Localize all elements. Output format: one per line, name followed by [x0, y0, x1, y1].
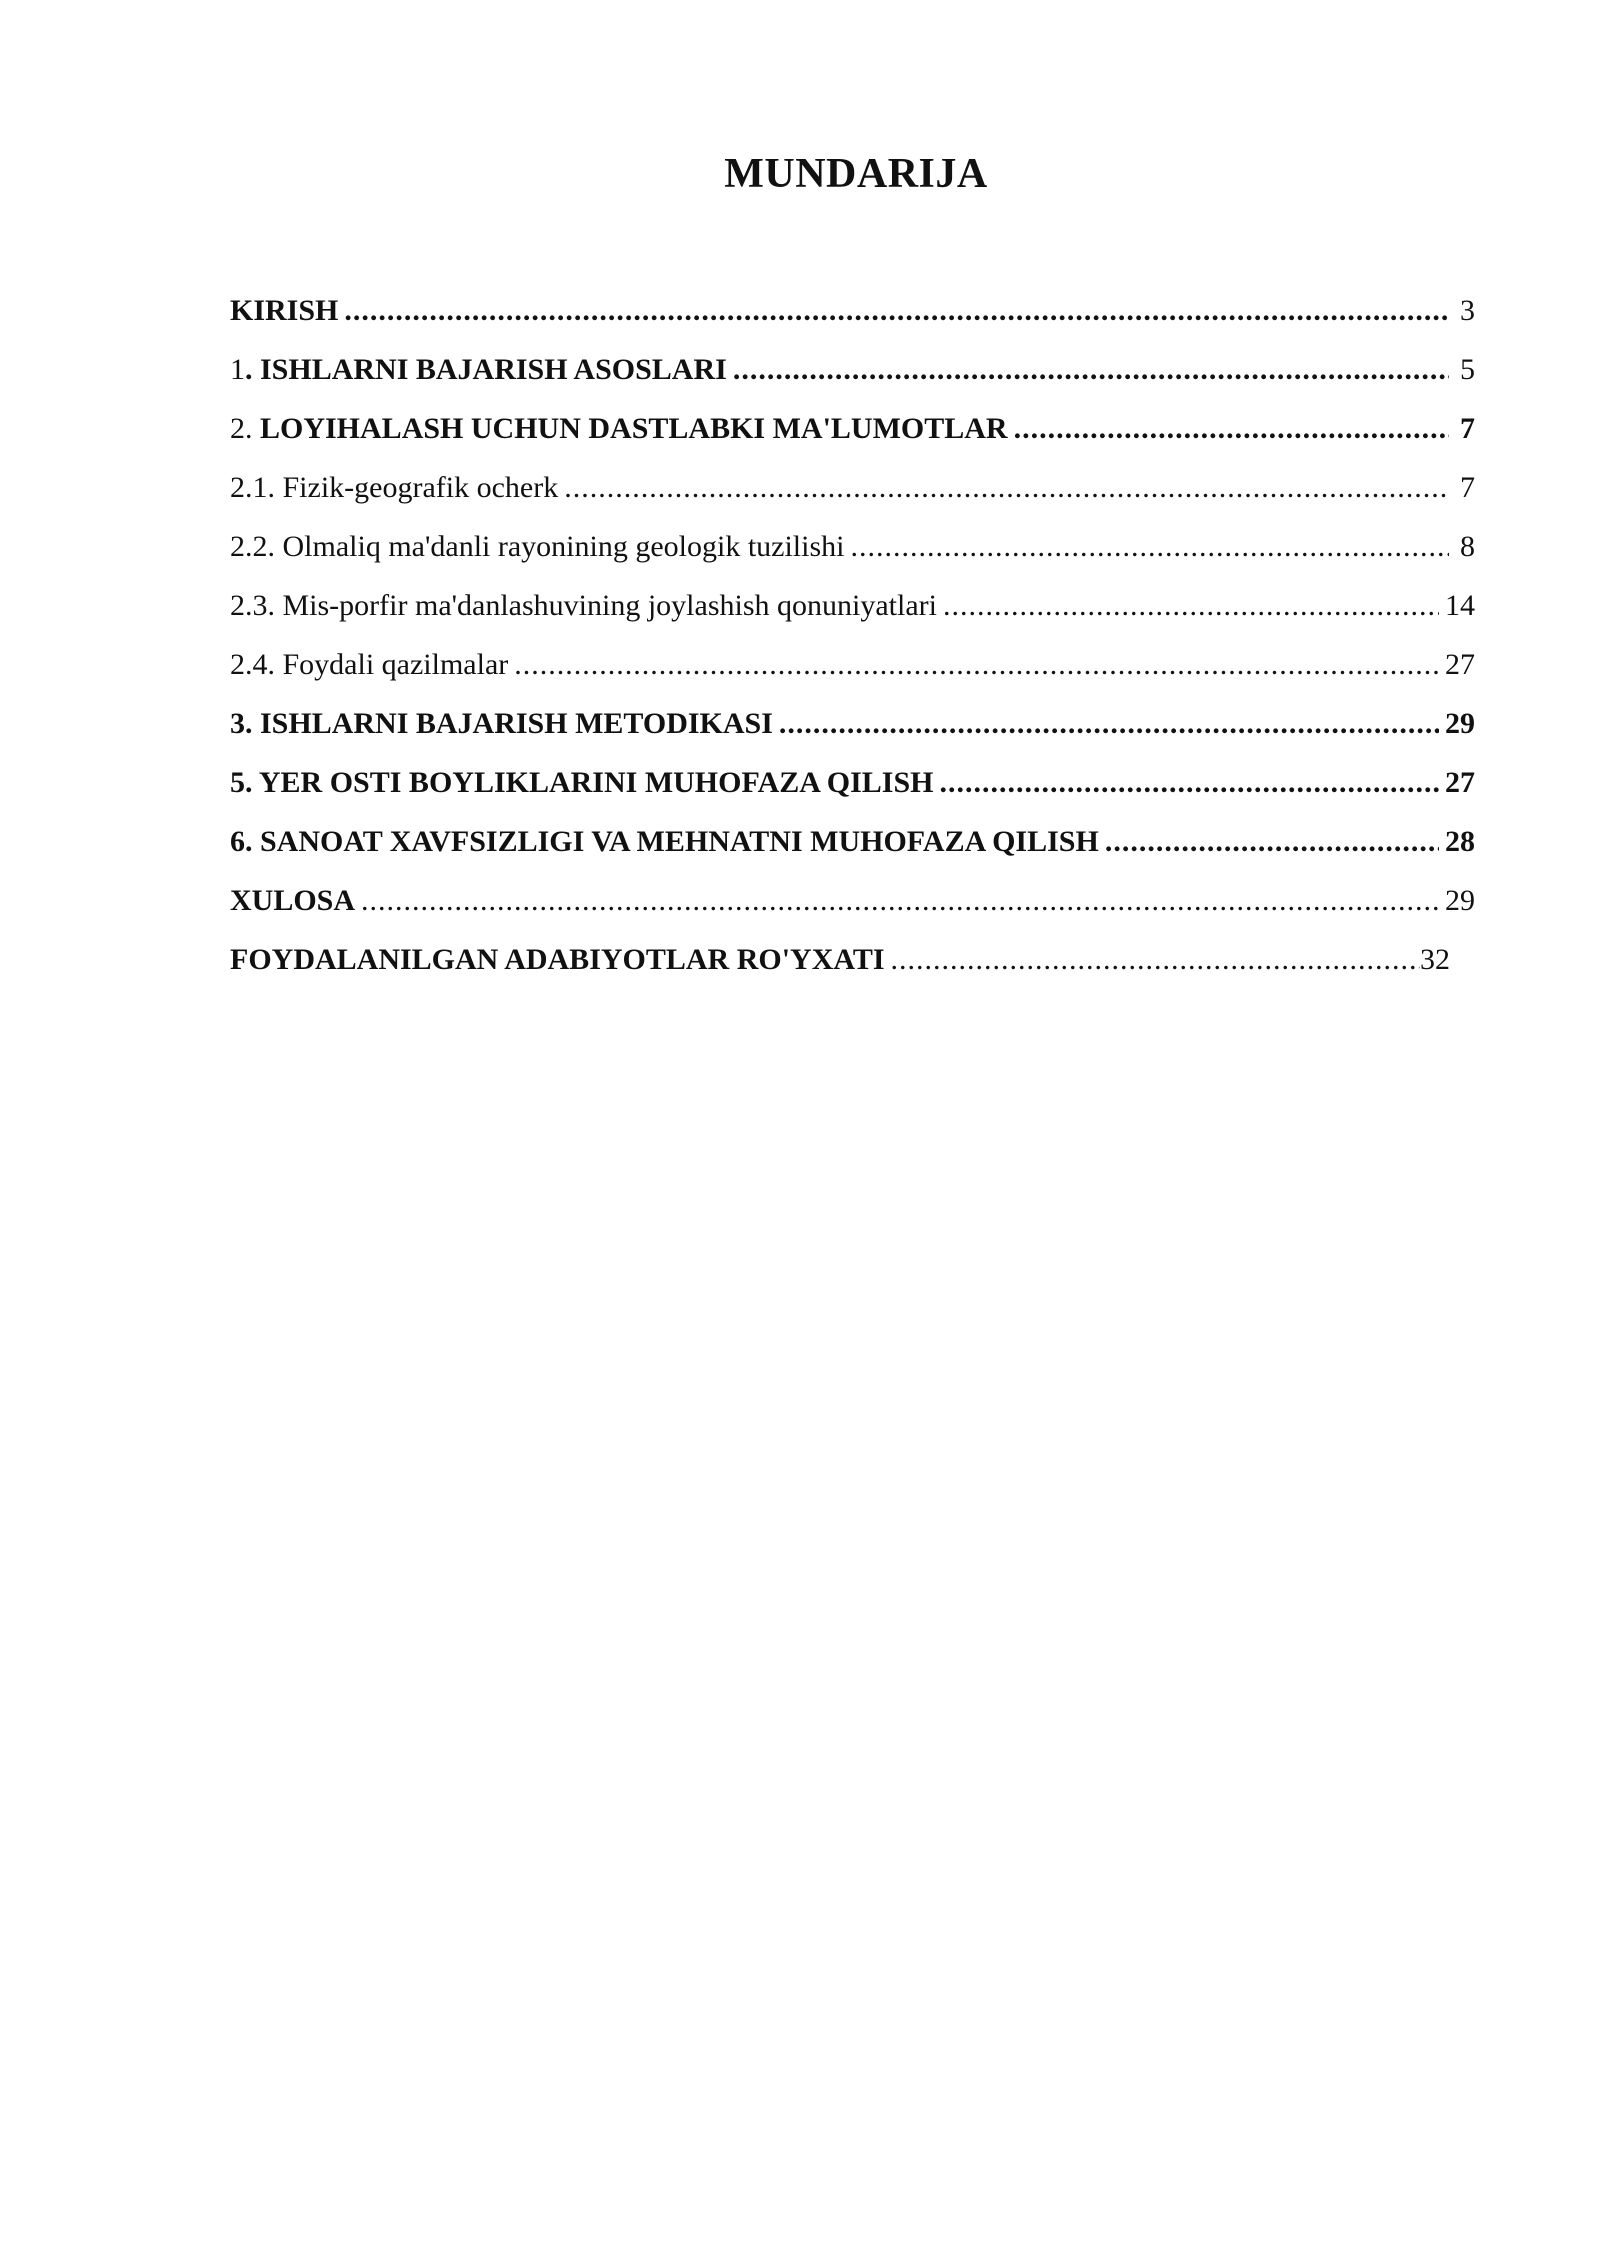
toc-leader-dots	[514, 642, 1439, 688]
toc-entry-loyihalash[interactable]	[230, 406, 1475, 465]
toc-page-number: 27	[1445, 766, 1475, 799]
toc-leader-dots	[939, 760, 1439, 806]
toc-entry-mis-porfir[interactable]	[230, 583, 1475, 642]
toc-entry-label: 2.1. Fizik-geografik ocherk	[230, 471, 559, 504]
toc-entry-adabiyotlar[interactable]	[230, 937, 1450, 996]
toc-leader-dots	[564, 465, 1449, 511]
toc-page-number: 27	[1445, 648, 1475, 681]
toc-page-number: 28	[1445, 825, 1475, 858]
toc-entry-kirish[interactable]	[230, 288, 1475, 347]
toc-leader-dots	[1014, 406, 1449, 452]
toc-entry-yer-osti[interactable]	[230, 760, 1475, 819]
toc-entry-label: FOYDALANILGAN ADABIYOTLAR RO'YXATI	[230, 943, 885, 976]
toc-leader-dots	[361, 878, 1439, 924]
table-of-contents	[230, 288, 1475, 996]
toc-entry-xulosa[interactable]	[230, 878, 1475, 937]
toc-entry-number: 2.	[230, 412, 260, 445]
toc-leader-dots	[344, 288, 1449, 334]
toc-leader-dots	[851, 524, 1450, 570]
toc-entry-geologik-tuzilishi[interactable]	[230, 524, 1475, 583]
toc-entry-label: 3. ISHLARNI BAJARISH METODIKASI	[230, 707, 773, 740]
toc-page-number: 8	[1460, 530, 1475, 563]
toc-entry-label: 5. YER OSTI BOYLIKLARINI MUHOFAZA QILISH	[230, 766, 934, 799]
toc-leader-dots	[943, 583, 1439, 629]
toc-page-number: 29	[1445, 707, 1475, 740]
toc-entry-number: 1	[230, 353, 245, 386]
toc-leader-dots	[779, 701, 1439, 747]
page-title: MUNDARIJA	[724, 151, 988, 197]
toc-entry-label: XULOSA	[230, 884, 356, 917]
toc-leader-dots	[891, 937, 1420, 983]
toc-entry-foydali-qazilmalar[interactable]	[230, 642, 1475, 701]
toc-page-number: 7	[1460, 471, 1475, 504]
toc-entry-ishlarni-bajarish-asoslari[interactable]	[230, 347, 1475, 406]
toc-entry-label: 2.4. Foydali qazilmalar	[230, 648, 509, 681]
toc-page-number: 32	[1420, 943, 1450, 976]
toc-entry-title: LOYIHALASH UCHUN DASTLABKI MA'LUMOTLAR	[260, 412, 1008, 445]
toc-entry-label	[230, 406, 1008, 452]
toc-entry-label: 6. SANOAT XAVFSIZLIGI VA MEHNATNI MUHOFAZA QILISH	[230, 825, 1099, 858]
toc-leader-dots	[733, 347, 1449, 393]
toc-entry-label: 2.3. Mis-porfir ma'danlashuvining joylashish qonuniyatlari	[230, 589, 937, 622]
toc-page-number: 29	[1445, 884, 1475, 917]
toc-entry-label: KIRISH	[230, 294, 339, 327]
toc-page-number: 3	[1460, 294, 1475, 327]
toc-page-number: 7	[1460, 412, 1475, 445]
toc-leader-dots	[1105, 819, 1439, 865]
toc-entry-sanoat[interactable]	[230, 819, 1475, 878]
toc-page-number: 5	[1460, 353, 1475, 386]
toc-page-number: 14	[1445, 589, 1475, 622]
toc-entry-title: . ISHLARNI BAJARISH ASOSLARI	[245, 353, 727, 386]
toc-entry-fizik-geografik[interactable]	[230, 465, 1475, 524]
toc-entry-metodikasi[interactable]	[230, 701, 1475, 760]
toc-entry-label: 2.2. Olmaliq ma'danli rayonining geologik tuzilishi	[230, 530, 845, 563]
toc-entry-label	[230, 347, 727, 393]
